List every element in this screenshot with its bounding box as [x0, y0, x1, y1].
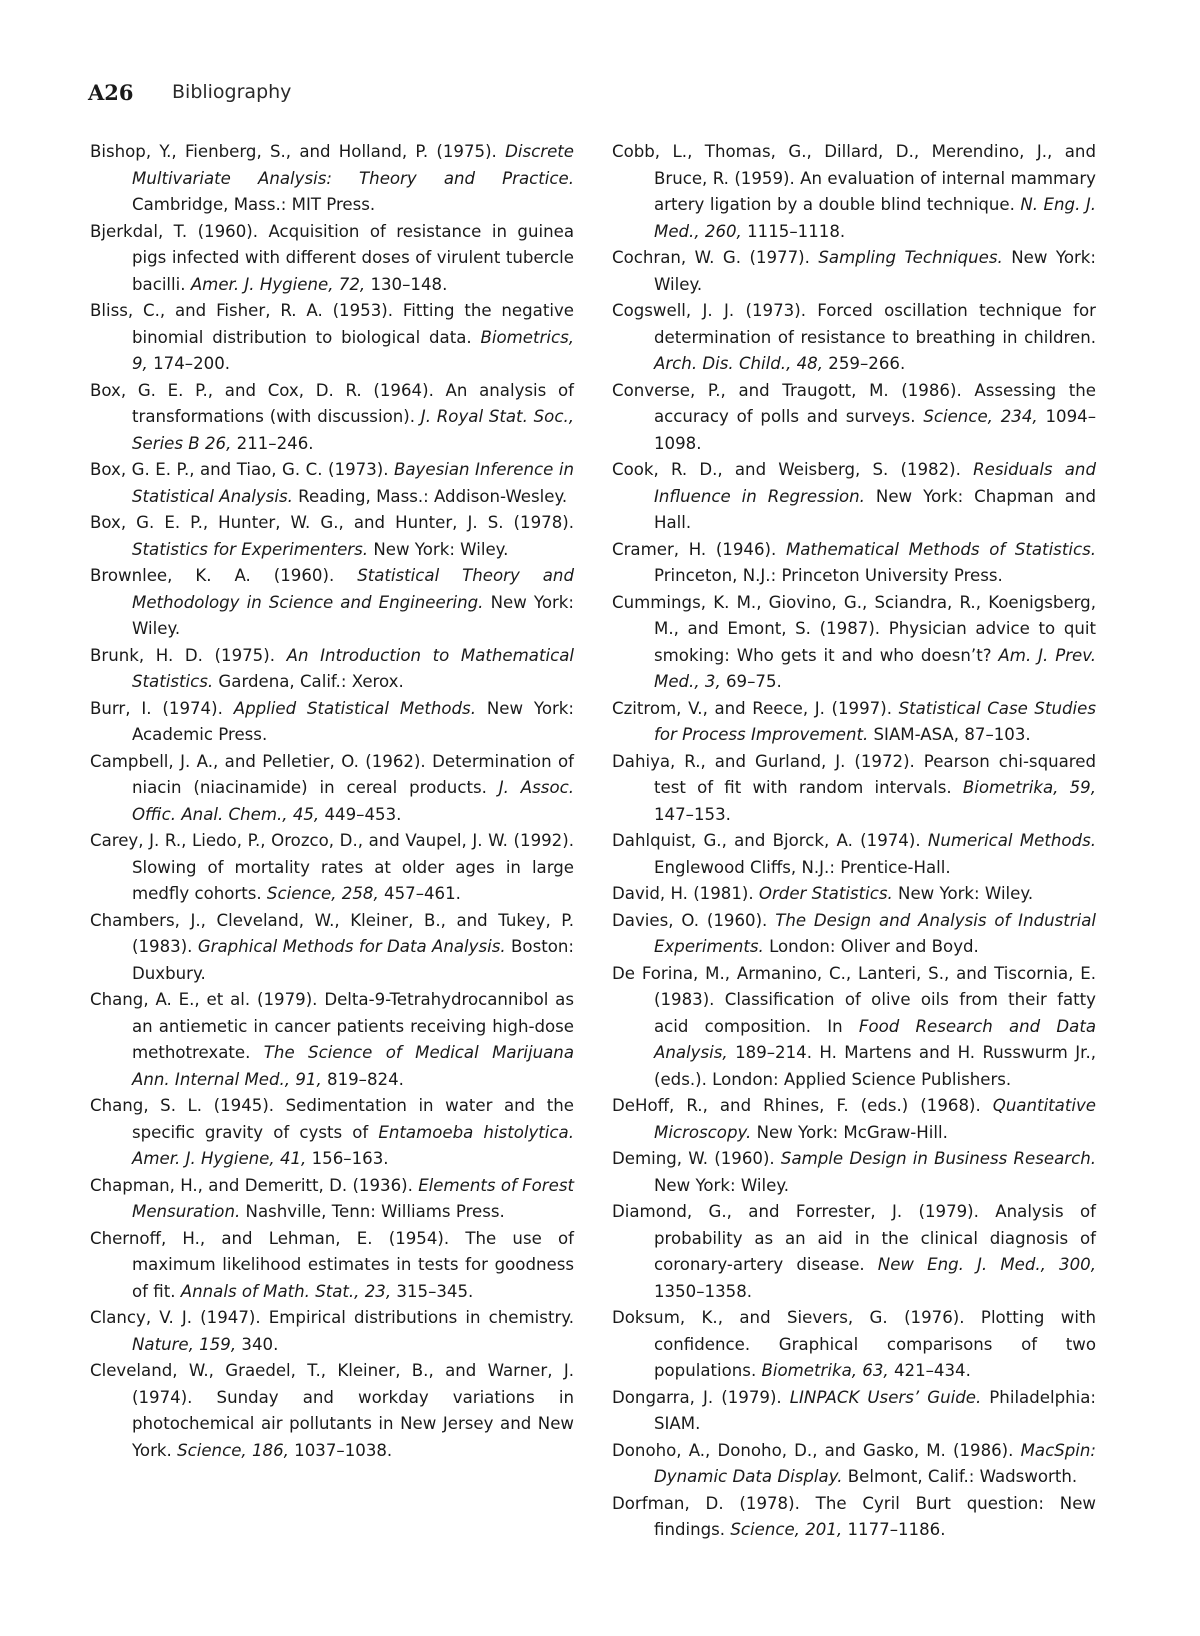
entry-text: Boston: Duxbury. — [132, 937, 574, 983]
entry-text: Chang, A. E., et al. (1979). Delta-9-Tetrahydrocannibol as an antiemetic in cancer patients receiving high-dose methotrexate. — [90, 990, 574, 1062]
entry-text: 156–163. — [306, 1149, 389, 1168]
entry-text: Diamond, G., and Forrester, J. (1979). Analysis of probability as an aid in the clinical diagnosis of coronary-artery disease. — [612, 1202, 1096, 1274]
bibliography-entry — [612, 828, 1096, 881]
entry-text: Cochran, W. G. (1977). — [612, 248, 819, 267]
bibliography-entry — [612, 1305, 1096, 1385]
entry-text: Dahiya, R., and Gurland, J. (1972). Pearson chi-squared test of fit with random intervals. — [612, 751, 1096, 797]
bibliography-entry — [90, 908, 574, 988]
entry-italic-text: Biometrika, 63, — [761, 1361, 889, 1380]
bibliography-entry — [90, 219, 574, 299]
entry-text: Cook, R. D., and Weisberg, S. (1982). — [612, 460, 974, 479]
bibliography-entry — [90, 563, 574, 643]
entry-text: Dahlquist, G., and Bjorck, A. (1974). — [612, 831, 928, 850]
entry-text: Carey, J. R., Liedo, P., Orozco, D., and Vaupel, J. W. (1992). Slowing of mortality rates at older ages in large medfly cohorts. — [90, 831, 574, 903]
entry-italic-text: MacSpin: Dynamic Data Display. — [654, 1440, 1096, 1486]
entry-text: Burr, I. (1974). — [90, 698, 234, 718]
entry-text: Doksum, K., and Sievers, G. (1976). Plotting with confidence. Graphical comparisons of two populations. — [612, 1308, 1096, 1380]
bibliography-entry — [612, 961, 1096, 1094]
bibliography-entry — [612, 245, 1096, 298]
entry-text: Dorfman, D. (1978). The Cyril Burt question: New findings. — [612, 1493, 1096, 1539]
entry-text: Bjerkdal, T. (1960). Acquisition of resistance in guinea pigs infected with different doses of virulent tubercle bacilli. — [90, 221, 574, 294]
entry-text: Czitrom, V., and Reece, J. (1997). — [612, 698, 899, 718]
entry-text: De Forina, M., Armanino, C., Lanteri, S., and Tiscornia, E. (1983). Classification of olive oils from their fatty acid composition. In — [612, 963, 1096, 1036]
bibliography-column-right — [612, 139, 1096, 1544]
entry-text: Campbell, J. A., and Pelletier, O. (1962). Determination of niacin (niacinamide) in cereal products. — [90, 751, 574, 797]
bibliography-entry — [612, 696, 1096, 749]
entry-italic-text: Discrete Multivariate Analysis: Theory and Practice. — [132, 142, 574, 188]
entry-text: Chang, S. L. (1945). Sedimentation in water and the specific gravity of cysts of — [90, 1096, 574, 1142]
entry-text: Clancy, V. J. (1947). Empirical distributions in chemistry. — [90, 1308, 574, 1327]
entry-text: Philadelphia: SIAM. — [654, 1387, 1096, 1433]
entry-italic-text: Quantitative Microscopy. — [654, 1096, 1096, 1142]
bibliography-entry — [612, 590, 1096, 696]
entry-text: 1037–1038. — [288, 1440, 393, 1460]
entry-text: Belmont, Calif.: Wadsworth. — [842, 1467, 1078, 1486]
bibliography-entry — [90, 1305, 574, 1358]
entry-text: 1115–1118. — [741, 221, 846, 241]
entry-text: London: Oliver and Boyd. — [763, 937, 979, 956]
entry-text: Davies, O. (1960). — [612, 910, 776, 930]
entry-text: 819–824. — [321, 1069, 404, 1089]
bibliography-entry — [612, 139, 1096, 245]
entry-italic-text: Biometrika, 59, — [962, 778, 1096, 797]
entry-text: Box, G. E. P., and Tiao, G. C. (1973). — [90, 460, 394, 479]
entry-text: Cummings, K. M., Giovino, G., Sciandra, R., Koenigsberg, M., and Emont, S. (1987). Physician advice to quit smoking: Who gets it and who doesn’t? — [612, 592, 1096, 665]
entry-text: New York: Wiley. — [892, 884, 1034, 903]
bibliography-entry — [612, 378, 1096, 458]
bibliography-entry — [612, 457, 1096, 537]
entry-text: 211–246. — [231, 433, 314, 453]
entry-text: New York: Wiley. — [654, 1175, 790, 1195]
entry-text: 189–214. H. Martens and H. Russwurm Jr., (eds.). London: Applied Science Publishers. — [654, 1043, 1096, 1089]
bibliography-entry — [90, 1358, 574, 1464]
entry-text: Chernoff, H., and Lehman, E. (1954). The use of maximum likelihood estimates in tests for goodness of fit. — [90, 1228, 574, 1301]
entry-text: Converse, P., and Traugott, M. (1986). Assessing the accuracy of polls and surveys. — [612, 380, 1096, 426]
entry-text: New York: Wiley. — [132, 592, 574, 638]
entry-italic-text: N. Eng. J. Med., 260, — [654, 195, 1096, 241]
entry-italic-text: Elements of Forest Mensuration. — [132, 1175, 574, 1221]
entry-text: 147–153. — [654, 804, 731, 824]
entry-italic-text: Order Statistics. — [758, 884, 893, 903]
entry-text: Cramer, H. (1946). — [612, 539, 786, 559]
bibliography-entry — [90, 749, 574, 829]
entry-italic-text: Science, 201, — [730, 1520, 843, 1539]
bibliography-entry — [612, 1093, 1096, 1146]
entry-text: Box, G. E. P., Hunter, W. G., and Hunter, J. S. (1978). — [90, 513, 574, 532]
entry-text: 340. — [236, 1334, 279, 1354]
entry-italic-text: Numerical Methods. — [927, 831, 1096, 850]
entry-italic-text: Science, 258, — [266, 884, 379, 903]
entry-italic-text: Statistical Case Studies for Process Improvement. — [654, 698, 1096, 744]
entry-text: Donoho, A., Donoho, D., and Gasko, M. (1986). — [612, 1440, 1021, 1460]
entry-italic-text: New Eng. J. Med., 300, — [877, 1255, 1096, 1274]
entry-text: 315–345. — [391, 1281, 474, 1301]
entry-italic-text: Sample Design in Business Research. — [780, 1149, 1096, 1168]
entry-text: Dongarra, J. (1979). — [612, 1387, 790, 1407]
bibliography-entry — [90, 510, 574, 563]
bibliography-entry — [90, 1226, 574, 1306]
entry-italic-text: Annals of Math. Stat., 23, — [180, 1281, 392, 1301]
bibliography-entry — [90, 457, 574, 510]
entry-text: Princeton, N.J.: Princeton University Press. — [654, 566, 1003, 585]
entry-italic-text: Science, 234, — [923, 407, 1038, 426]
entry-text: Bishop, Y., Fienberg, S., and Holland, P. (1975). — [90, 142, 506, 161]
entry-text: 1094–1098. — [654, 407, 1096, 453]
bibliography-entry — [90, 1173, 574, 1226]
entry-text: 259–266. — [823, 354, 906, 373]
entry-italic-text: Statistics for Experimenters. — [132, 539, 369, 559]
bibliography-entry — [612, 298, 1096, 378]
bibliography-entry — [90, 987, 574, 1093]
bibliography-entry — [90, 643, 574, 696]
entry-text: Nashville, Tenn: Williams Press. — [240, 1202, 505, 1221]
entry-italic-text: Bayesian Inference in Statistical Analysis. — [132, 460, 574, 506]
entry-italic-text: The Design and Analysis of Industrial Experiments. — [654, 910, 1097, 956]
entry-text: New York: Academic Press. — [132, 698, 574, 744]
bibliography-entry — [612, 881, 1096, 908]
entry-text: Brownlee, K. A. (1960). — [90, 566, 358, 585]
entry-italic-text: Graphical Methods for Data Analysis. — [197, 937, 506, 956]
bibliography-entry — [612, 1385, 1096, 1438]
entry-text: 449–453. — [319, 804, 402, 824]
entry-italic-text: Am. J. Prev. Med., 3, — [654, 645, 1096, 691]
entry-italic-text: LINPACK Users’ Guide. — [789, 1387, 982, 1407]
entry-text: David, H. (1981). — [612, 884, 759, 903]
entry-text: Box, G. E. P., and Cox, D. R. (1964). An analysis of transformations (with discussion). — [90, 380, 574, 426]
entry-italic-text: Nature, 159, — [132, 1334, 237, 1354]
entry-text: 1350–1358. — [654, 1281, 753, 1301]
entry-text: New York: Wiley. — [368, 539, 509, 559]
entry-text: Reading, Mass.: Addison-Wesley. — [292, 486, 568, 506]
entry-text: New York: McGraw-Hill. — [751, 1122, 948, 1142]
entry-text: 1177–1186. — [842, 1520, 946, 1539]
entry-italic-text: J. Royal Stat. Soc., Series B 26, — [132, 407, 575, 453]
bibliography-entry — [90, 139, 574, 219]
bibliography-column-left — [90, 139, 574, 1464]
entry-text: Englewood Cliffs, N.J.: Prentice-Hall. — [654, 857, 951, 877]
entry-text: Gardena, Calif.: Xerox. — [213, 672, 404, 691]
entry-italic-text: Biometrics, 9, — [132, 327, 574, 373]
entry-text: Cleveland, W., Graedel, T., Kleiner, B., and Warner, J. (1974). Sunday and workday variations in photochemical air pollutants in New Jersey and New York. — [90, 1361, 574, 1460]
entry-text: Cogswell, J. J. (1973). Forced oscillation technique for determination of resistance to breathing in children. — [612, 301, 1096, 347]
entry-italic-text: Applied Statistical Methods. — [233, 698, 476, 718]
entry-italic-text: Amer. J. Hygiene, 72, — [190, 274, 366, 294]
page-header — [88, 80, 292, 114]
entry-italic-text: J. Assoc. Offic. Anal. Chem., 45, — [132, 778, 575, 824]
entry-text: Cobb, L., Thomas, G., Dillard, D., Merendino, J., and Bruce, R. (1959). An evaluation of internal mammary artery ligation by a double blind technique. — [612, 142, 1096, 214]
entry-text: 69–75. — [720, 672, 782, 691]
entry-text: SIAM-ASA, 87–103. — [868, 725, 1031, 744]
bibliography-entry — [90, 696, 574, 749]
bibliography-entry — [612, 537, 1096, 590]
entry-italic-text: Residuals and Influence in Regression. — [654, 460, 1096, 506]
entry-text: 174–200. — [147, 354, 231, 373]
entry-text: New York: Chapman and Hall. — [654, 486, 1097, 532]
bibliography-entry — [90, 828, 574, 908]
entry-italic-text: Statistical Theory and Methodology in Science and Engineering. — [132, 566, 574, 612]
bibliography-entry — [612, 1199, 1096, 1305]
entry-italic-text: Entamoeba histolytica. Amer. J. Hygiene, 41, — [132, 1122, 574, 1168]
entry-text: DeHoff, R., and Rhines, F. (eds.) (1968). — [612, 1096, 993, 1115]
bibliography-entry — [90, 1093, 574, 1173]
entry-italic-text: Arch. Dis. Child., 48, — [654, 354, 824, 373]
bibliography-entry — [90, 378, 574, 458]
entry-text: Cambridge, Mass.: MIT Press. — [132, 195, 376, 214]
entry-text: Deming, W. (1960). — [612, 1149, 781, 1168]
page-number: A26 — [88, 80, 134, 105]
bibliography-entry — [612, 908, 1096, 961]
entry-text: Chapman, H., and Demeritt, D. (1936). — [90, 1175, 419, 1195]
entry-italic-text: Science, 186, — [177, 1440, 289, 1460]
entry-italic-text: Sampling Techniques. — [818, 248, 1003, 267]
entry-text: Chambers, J., Cleveland, W., Kleiner, B., and Tukey, P. (1983). — [90, 910, 574, 956]
entry-text: New York: Wiley. — [654, 248, 1097, 294]
entry-text: 421–434. — [888, 1361, 971, 1380]
entry-italic-text: An Introduction to Mathematical Statistics. — [132, 645, 574, 691]
entry-text: Bliss, C., and Fisher, R. A. (1953). Fitting the negative binomial distribution to biological data. — [90, 301, 574, 347]
bibliography-entry — [90, 298, 574, 378]
entry-text: Brunk, H. D. (1975). — [90, 645, 287, 665]
bibliography-entry — [612, 1146, 1096, 1199]
entry-text: 130–148. — [365, 274, 448, 294]
bibliography-entry — [612, 1438, 1096, 1491]
entry-text: 457–461. — [378, 884, 461, 903]
running-title: Bibliography — [172, 81, 292, 103]
bibliography-entry — [612, 1491, 1096, 1544]
entry-italic-text: The Science of Medical Marijuana Ann. Internal Med., 91, — [132, 1043, 574, 1089]
bibliography-entry — [612, 749, 1096, 829]
entry-italic-text: Mathematical Methods of Statistics. — [785, 539, 1096, 559]
entry-italic-text: Food Research and Data Analysis, — [654, 1016, 1096, 1062]
